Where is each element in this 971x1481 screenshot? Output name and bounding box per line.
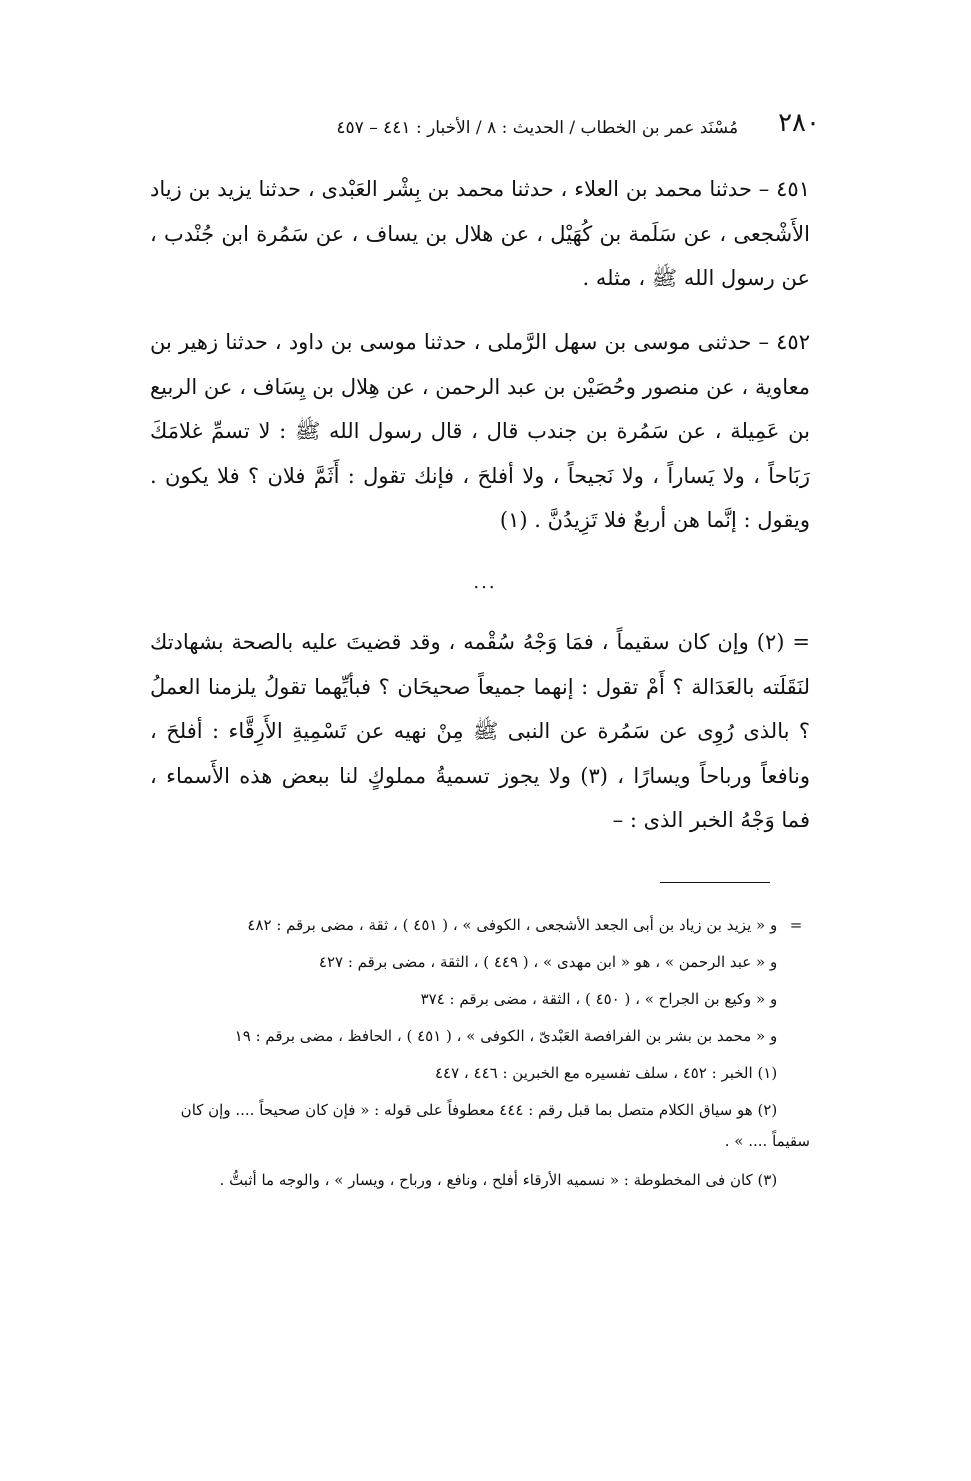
hadith-paragraph-452 [150, 320, 810, 543]
hadith-451-text: ٤٥١ – حدثنا محمد بن العلاء ، حدثنا محمد بن بِشْر العَبْدى ، حدثنا يزيد بن زياد الأَشْجعى ، عن سَلَمة بن كُهَيْل ، عن هلال بن يساف ، عن سَمُرة ابن جُنْدب ، عن رسول الله ﷺ ، مثله . [150, 177, 810, 290]
footnote-divider [660, 882, 770, 883]
footnote-continuation-paragraph [150, 620, 810, 843]
narrator-note-3: و « وكيع بن الجراح » ، ( ٤٥٠ ) ، الثقة ، مضى برقم : ٣٧٤ [420, 990, 778, 1008]
continuation-text: = (٢) وإن كان سقيماً ، فمَا وَجْهُ سُقْمه ، وقد قضيتَ عليه بالصحة بشهادتك لنَقَلَته بالعَدَالة ؟ أَمْ تقول : إنهما جميعاً صحيحَان ؟ فبأيِّهما تقولُ يلزمنا العملُ ؟ بالذى رُوِى عن سَمُرة عن النبى ﷺ مِنْ نهيه عن تَسْمِيةِ الأَرِقَّاء : أفلحَ ، ونافعاً ورباحاً ويسارًا ، (٣) ولا يجوز تسميةُ مملوكٍ لنا ببعض هذه الأَسماء ، فما وَجْهُ الخبر الذى : – [150, 630, 810, 832]
page-header [240, 98, 820, 138]
running-head: مُسْنَد عمر بن الخطاب / الحديث : ٨ / الأخبار : ٤٤١ – ٤٥٧ [336, 118, 739, 138]
hadith-452-text: ٤٥٢ – حدثنى موسى بن سهل الرَّملى ، حدثنا موسى بن داود ، حدثنا زهير بن معاوية ، عن منصور وحُصَيْن بن عبد الرحمن ، عن هِلال بن يِسَاف ، عن الربيع بن عَمِيلة ، عن سَمُرة بن جندب قال ، قال رسول الله ﷺ : لا تسمِّ غلامَكَ رَبَاحاً ، ولا يَساراً ، ولا نَجيحاً ، ولا أفلحَ ، فإنك تقول : أَثَمَّ فلان ؟ فلا يكون . ويقول : إنَّما هن أربعٌ فلا تَزِيدُنَّ . (١) [150, 330, 810, 532]
footnote-narrator-line [150, 910, 810, 941]
footnote-narrator-line [150, 1021, 810, 1052]
footnote-2 [150, 1095, 810, 1157]
page-number: ٢٨٠ [778, 108, 820, 138]
footnote-3 [150, 1165, 810, 1196]
footnote-3-text: (٣) كان فى المخطوطة : « نسميه الأرقاء أفلح ، ونافع ، ورباح ، ويسار » ، والوجه ما أثبتُّ . [219, 1171, 778, 1189]
hadith-paragraph-451 [150, 167, 810, 301]
footnotes-section [150, 910, 810, 1202]
narrator-note-4: و « محمد بن بشر بن الفرافصة العَبْدىّ ، الكوفى » ، ( ٤٥١ ) ، الحافظ ، مضى برقم : ١٩ [234, 1027, 778, 1045]
footnote-1-text: (١) الخبر : ٤٥٢ ، سلف تفسيره مع الخبرين : ٤٤٦ ، ٤٤٧ [434, 1064, 778, 1082]
footnote-narrator-line [150, 947, 810, 978]
narrator-note-2: و « عبد الرحمن » ، هو « ابن مهدى » ، ( ٤٤٩ ) ، الثقة ، مضى برقم : ٤٢٧ [318, 953, 778, 971]
continues-marker: = [789, 916, 803, 934]
footnote-narrator-line [150, 984, 810, 1015]
narrator-note-1: و « يزيد بن زياد بن أبى الجعد الأشجعى ، الكوفى » ، ( ٤٥١ ) ، ثقة ، مضى برقم : ٤٨٢ [247, 916, 778, 934]
footnote-2-text: (٢) هو سياق الكلام متصل بما قبل رقم : ٤٤٤ معطوفاً على قوله : « فإن كان صحيحاً .... وإن كان سقيماً .... » . [180, 1101, 810, 1150]
section-separator-dots: ... [473, 572, 497, 593]
footnote-1 [150, 1058, 810, 1089]
